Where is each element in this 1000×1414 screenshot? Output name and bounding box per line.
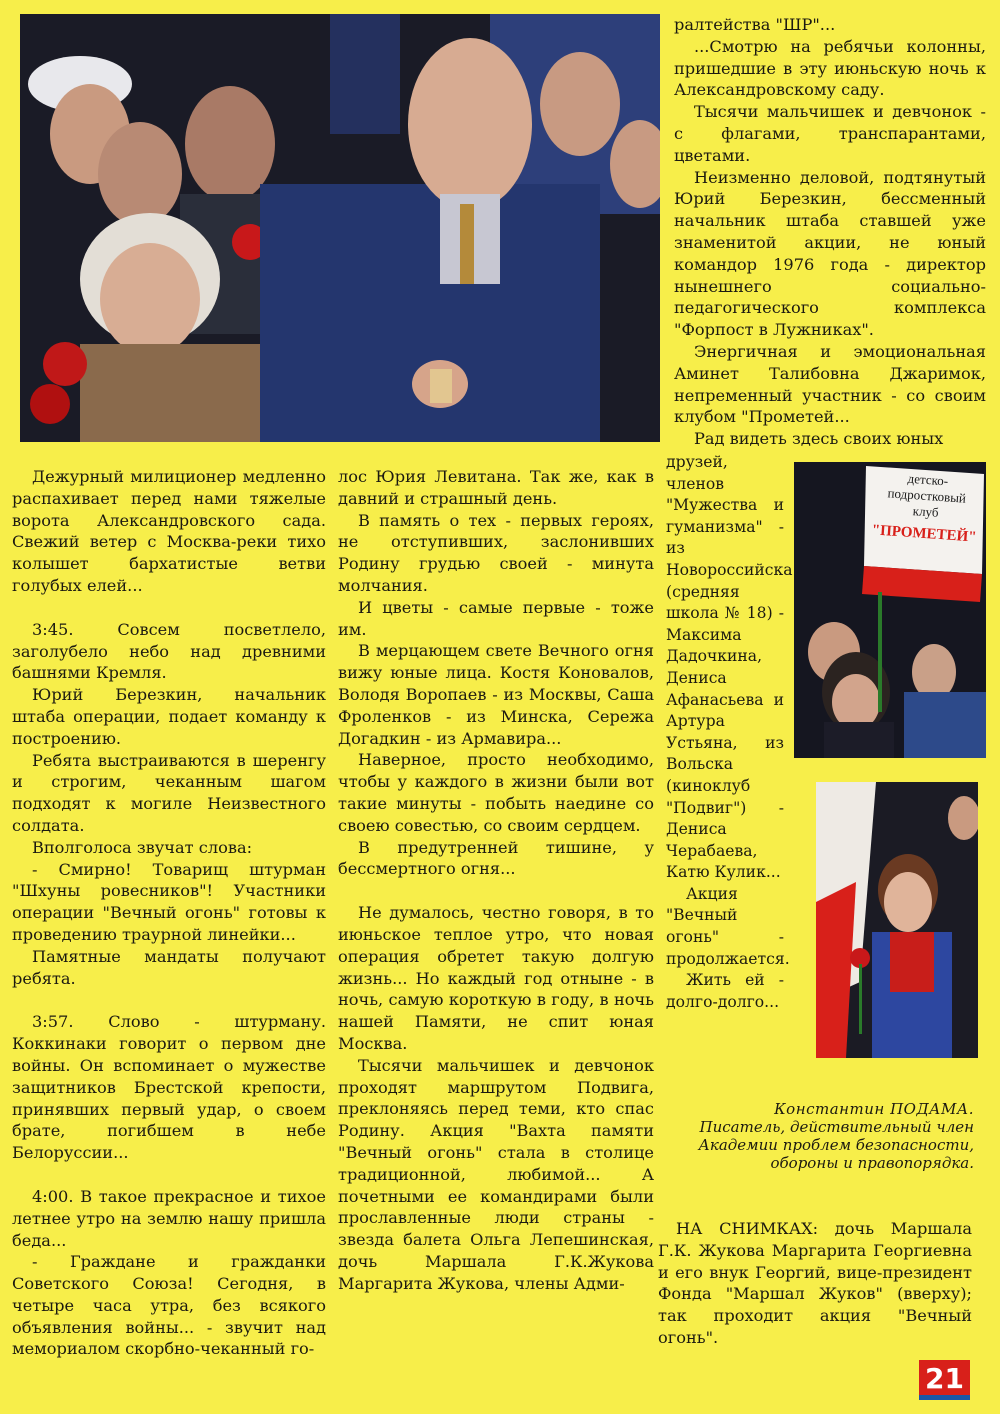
paragraph: - Граждане и гражданки Советского Союза! Сегодня, в четыре часа утра, без всякого объявления войны... - звучит над мемориалом скорбно-чеканный го- (12, 1252, 326, 1359)
paragraph: Неизменно деловой, подтянутый Юрий Березкин, бессменный начальник штаба ставшей уже знаменитой акции, не юный командор 1976 года - директор нынешнего социально-педагогического комплекса "Форпост в Лужниках". (674, 167, 986, 340)
banner-text (870, 468, 983, 545)
paragraph: Памятные мандаты получают ребята. (12, 946, 326, 988)
paragraph: - Смирно! Товарищ штурман "Шхуны ровесников"! Участники операции "Вечный огонь" готовы к проведению траурной линейки... (12, 859, 326, 944)
paragraph: В память о тех - первых героях, не отступивших, заслонивших Родину грудью своей - минута молчания. (338, 510, 654, 595)
author-name: Константин ПОДАМА. (774, 1100, 974, 1118)
article-column-narrow (666, 452, 793, 1013)
article-column-middle (338, 466, 654, 1294)
paragraph: Наверное, просто необходимо, чтобы у каждого в жизни были вот такие минуты - побыть наедине со своею совестью, со своим сердцем. (338, 750, 654, 835)
paragraph: 3:57. Слово - штурману. Коккинаки говорит о первом дне войны. Он вспоминает о мужестве защитников Брестской крепости, принявших первый удар, о своем брате, погибшем в небе Белоруссии... (12, 1012, 326, 1163)
paragraph: 3:45. Совсем посветлело, заголубело небо над древними башнями Кремля. (12, 619, 326, 683)
photo-prometheus-club (794, 462, 986, 758)
photo-boy-with-flowers (816, 782, 978, 1058)
paragraph: Ребята выстраиваются в шеренгу и строгим, чеканным шагом подходят к могиле Неизвестного солдата. (12, 750, 326, 835)
paragraph: ...Смотрю на ребячьи колонны, пришедшие в эту июньскую ночь к Александровскому саду. (674, 36, 986, 100)
main-photo (20, 14, 660, 442)
author-title: Писатель, действительный член (699, 1118, 974, 1136)
paragraph: И цветы - самые первые - тоже им. (338, 597, 654, 639)
paragraph: Дежурный милиционер медленно распахивает перед нами тяжелые ворота Александровского сада. Свежий ветер с Москва-реки тихо колышет бархатистые ветви голубых елей... (12, 467, 326, 595)
article-column-right (674, 14, 986, 450)
author-title: Академии проблем безопасности, (698, 1136, 974, 1154)
paragraph: Вполголоса звучат слова: (32, 837, 253, 857)
author-signature (676, 1100, 974, 1172)
banner-line: "ПРОМЕТЕЙ" (871, 522, 977, 546)
paragraph: В предутренней тишине, у бессмертного огня... (338, 837, 654, 879)
photo-captions (658, 1218, 972, 1349)
photo-captions-text: НА СНИМКАХ: дочь Маршала Г.К. Жукова Маргарита Георгиевна и его внук Георгий, вице-президент Фонда "Маршал Жуков" (вверху); так проходит акция "Вечный огонь". (658, 1219, 972, 1347)
banner-line: клуб (912, 503, 940, 520)
paragraph: Энергичная и эмоциональная Аминет Талибовна Джаримок, непременный участник - со своим клубом "Прометей... (674, 341, 986, 427)
paragraph: лос Юрия Левитана. Так же, как в давний и страшный день. (338, 467, 654, 508)
paragraph: Рад видеть здесь своих юных (694, 429, 944, 449)
paragraph: Тысячи мальчишек и девчонок - с флагами, транспарантами, цветами. (674, 102, 986, 165)
paragraph: 4:00. В такое прекрасное и тихое летнее утро на землю нашу пришла беда... (12, 1186, 326, 1250)
paragraph: Акция "Вечный огонь" - продолжается. (666, 884, 790, 968)
paragraph: Не думалось, честно говоря, в то июньское теплое утро, что новая операция обретет такую долгую жизнь... Но каждый год отныне - в ночь, самую короткую в году, в ночь нашей Памяти, не спит юная Москва. (338, 903, 654, 1053)
article-column-left (12, 466, 326, 1360)
paragraph: Тысячи мальчишек и девчонок проходят маршрутом Подвига, преклоняясь перед теми, кто спас Родину. Акция "Вахта памяти "Вечный огонь" стала в столице традиционной, любимой... А почетными ее командирами были прославленные люди страны - звезда балета Ольга Лепешинская, дочь Маршала Г.К.Жукова Маргарита Жукова, члены Адми- (338, 1055, 654, 1293)
paragraph: ралтейства "ШР"... (674, 15, 836, 34)
page-number: 21 (919, 1360, 970, 1400)
paragraph: В мерцающем свете Вечного огня вижу юные лица. Костя Коновалов, Володя Воропаев - из Москвы, Саша Фроленков - из Минска, Сережа Догадкин - из Армавира... (338, 641, 654, 748)
banner-line: детско- (907, 470, 949, 489)
paragraph: Жить ей - долго-долго... (666, 971, 784, 1011)
paragraph: Юрий Березкин, начальник штаба операции, подает команду к построению. (12, 685, 326, 748)
author-title: обороны и правопорядка. (770, 1154, 974, 1172)
banner-line: подростковый (887, 485, 967, 506)
paragraph: друзей, членов "Мужества и гуманизма" - из Новороссийска (средняя школа № 18) - Максима Дадочкина, Дениса Афанасьева и Артура Устьяна, из Вольска (киноклуб "Подвиг") - Дениса Черабаева, Катю Кулик... (666, 453, 793, 882)
